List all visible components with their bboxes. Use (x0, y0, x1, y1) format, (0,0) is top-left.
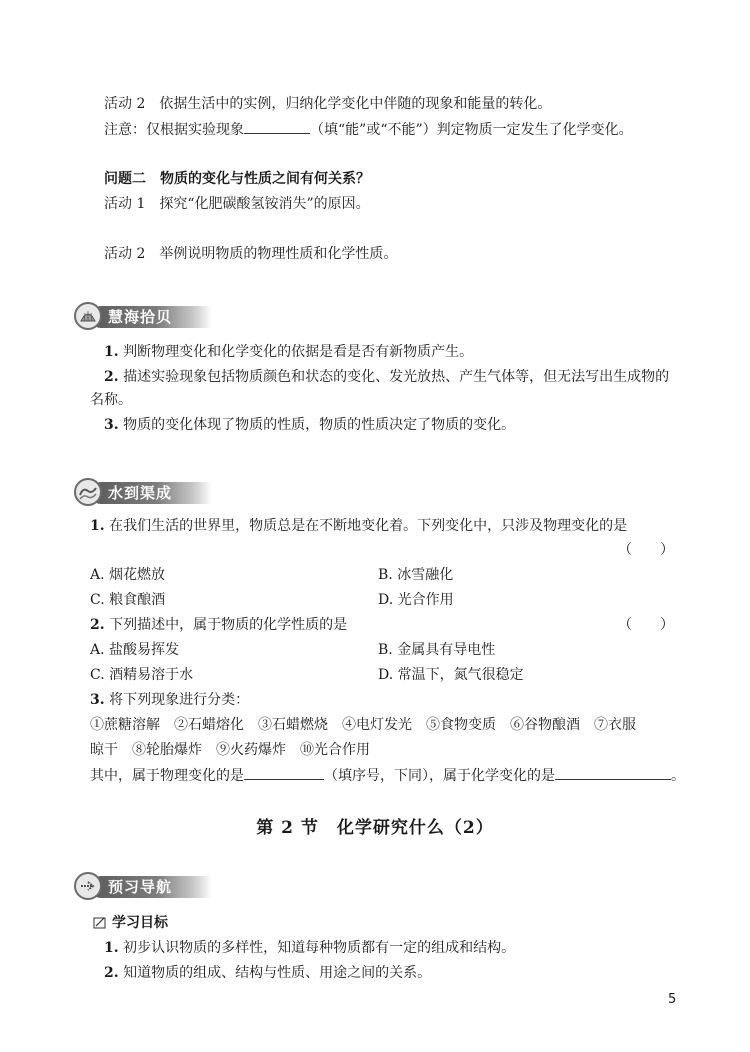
banner-shuidao (72, 478, 212, 506)
tip-num: 3. (104, 417, 119, 433)
wave-icon (74, 478, 102, 506)
note-suffix: （填“能”或“不能”）判定物质一定发生了化学变化。 (310, 122, 633, 138)
goal-num: 2. (104, 965, 119, 981)
phenomena-list-continued: 晾干 ⑧轮胎爆炸 ⑨火药爆炸 ⑩光合作用 (90, 742, 370, 758)
option-d[interactable]: D. 常温下，氮气很稳定 (378, 667, 524, 683)
exercise-text: 下列描述中，属于物质的化学性质的是 (109, 617, 348, 633)
tip-item (104, 367, 669, 387)
tip-text: 描述实验现象包括物质颜色和状态的变化、发光放热、产生气体等，但无法写出生成物的 (123, 369, 670, 385)
exercise-text: 在我们生活的世界里，物质总是在不断地变化着。下列变化中，只涉及物理变化的是 (109, 518, 628, 534)
tip-text: 物质的变化体现了物质的性质，物质的性质决定了物质的变化。 (123, 417, 516, 433)
exercise-text: 将下列现象进行分类： (109, 692, 250, 708)
exercise-num: 3. (90, 692, 105, 708)
exercise-3 (90, 690, 249, 710)
note-answer-blank[interactable] (244, 119, 310, 134)
banner-huihai-label: 慧海拾贝 (108, 308, 173, 326)
option-a[interactable]: A. 烟花燃放 (90, 567, 166, 583)
exercise-num: 1. (90, 518, 105, 534)
exercise-2 (90, 615, 347, 635)
goal-text: 初步认识物质的多样性，知道每种物质都有一定的组成和结构。 (123, 940, 516, 956)
physical-change-blank[interactable] (244, 765, 324, 780)
note-line (104, 119, 633, 140)
answer-mid: （填序号，下同），属于化学变化的是 (324, 768, 555, 784)
banner-yuxi (72, 872, 212, 900)
goal-text: 知道物质的组成、结构与性质、用途之间的关系。 (123, 965, 432, 981)
answer-prefix: 其中，属于物理变化的是 (90, 768, 244, 784)
page-number: 5 (668, 992, 677, 1007)
option-d[interactable]: D. 光合作用 (378, 592, 454, 608)
banner-shuidao-label: 水到渠成 (108, 484, 173, 502)
option-b[interactable]: B. 冰雪融化 (378, 567, 454, 583)
tip-item-continued: 名称。 (90, 392, 132, 408)
note-prefix: 注意：仅根据实验现象 (104, 122, 244, 138)
goal-item (104, 963, 431, 983)
option-c[interactable]: C. 酒精易溶于水 (90, 667, 194, 683)
activity2-top: 活动 2 依据生活中的实例，归纳化学变化中伴随的现象和能量的转化。 (104, 96, 552, 112)
banner-yuxi-label: 预习导航 (108, 878, 173, 896)
tip-num: 1. (104, 344, 119, 360)
tip-item (104, 342, 473, 362)
option-b[interactable]: B. 金属具有导电性 (378, 642, 496, 658)
goal-item (104, 938, 515, 958)
section-title: 第 2 节 化学研究什么（2） (256, 818, 494, 838)
classification-answer (90, 765, 685, 786)
goal-num: 1. (104, 940, 119, 956)
arrow-icon (74, 872, 102, 900)
question2-activity1: 活动 1 探究“化肥碳酸氢铵消失”的原因。 (104, 196, 370, 212)
option-a[interactable]: A. 盐酸易挥发 (90, 642, 180, 658)
tip-text: 判断物理变化和化学变化的依据是看是否有新物质产生。 (123, 344, 474, 360)
option-c[interactable]: C. 粮食酿酒 (90, 592, 166, 608)
answer-paren[interactable]: （ ） (618, 542, 674, 558)
phenomena-list: ①蔗糖溶解 ②石蜡熔化 ③石蜡燃烧 ④电灯发光 ⑤食物变质 ⑥谷物酿酒 ⑦衣服 (90, 717, 636, 733)
exercise-num: 2. (90, 617, 105, 633)
exercise-1 (90, 516, 627, 536)
tip-item (104, 415, 515, 435)
chemical-change-blank[interactable] (555, 765, 671, 780)
answer-suffix: 。 (671, 768, 685, 784)
goals-heading: 学习目标 (112, 915, 168, 931)
question2-activity2: 活动 2 举例说明物质的物理性质和化学性质。 (104, 246, 398, 262)
question2-title: 问题二 物质的变化与性质之间有何关系？ (104, 171, 370, 187)
banner-huihai (72, 302, 212, 330)
answer-paren[interactable]: （ ） (618, 617, 674, 633)
shell-icon (74, 302, 102, 330)
tip-num: 2. (104, 369, 119, 385)
pencil-box-icon (93, 916, 107, 930)
